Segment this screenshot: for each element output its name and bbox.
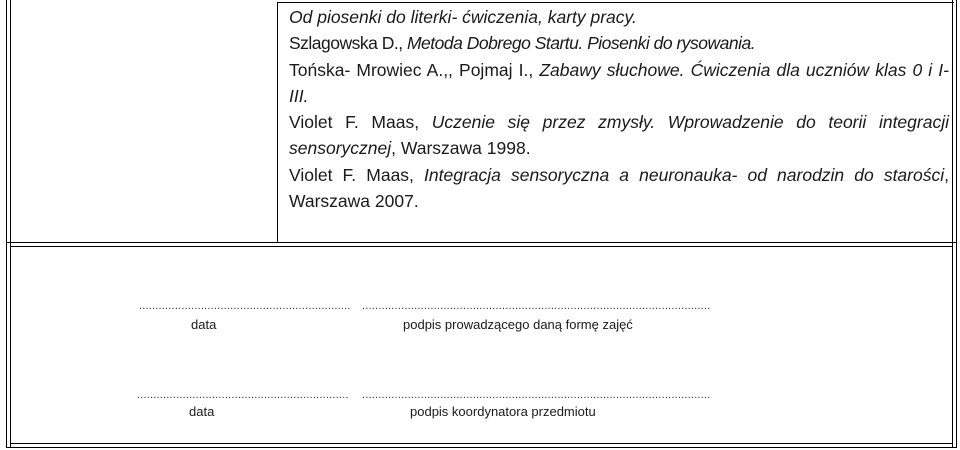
reference-title: Metoda Dobrego Startu. Piosenki do rysowania. xyxy=(406,33,756,54)
signer-label-2: podpis koordynatora przedmiotu xyxy=(410,404,596,419)
signature-line-2: ........................................................................................................... xyxy=(362,389,711,401)
row-separator-inner xyxy=(10,246,953,247)
reference-title: Od piosenki do literki- ćwiczenia, karty pracy. xyxy=(289,7,637,27)
frame-bottom-inner xyxy=(10,443,953,444)
frame-right-outer xyxy=(956,0,957,447)
signature-line-1: ........................................................................................................... xyxy=(362,300,711,312)
row-separator xyxy=(6,242,957,243)
reference-publication: , Warszawa 2007. xyxy=(289,164,949,212)
reference-item-4 xyxy=(289,109,949,162)
reference-author: Tońska- Mrowiec A.,, Pojmaj I., xyxy=(289,59,540,80)
reference-publication: , Warszawa 1998. xyxy=(391,138,531,159)
reference-item-2 xyxy=(289,30,949,56)
date-label-2: data xyxy=(189,404,215,419)
frame-left-outer xyxy=(6,0,7,447)
frame-left-inner xyxy=(10,0,11,447)
date-label-1: data xyxy=(191,317,217,332)
reference-author: Violet F. Maas, xyxy=(289,164,425,185)
reference-title: Integracja sensoryczna a neuronauka- od narodzin do starości xyxy=(424,164,945,185)
frame-bottom-outer xyxy=(6,447,957,448)
date-line-1: ................................................................. xyxy=(139,300,351,312)
date-line-2: ................................................................. xyxy=(137,389,349,401)
reference-title: Zabawy słuchowe. Ćwiczenia dla uczniów klas 0 i I- III. xyxy=(289,59,949,106)
reference-title: Uczenie się przez zmysły. Wprowadzenie do teorii integracji sensorycznej xyxy=(289,112,949,159)
reference-list xyxy=(289,4,949,214)
reference-item-3 xyxy=(289,57,949,110)
signer-label-1: podpis prowadzącego daną formę zajęć xyxy=(403,317,633,332)
reference-item-5 xyxy=(289,162,949,215)
reference-author: Szlagowska D., xyxy=(289,33,407,54)
reference-author: Violet F. Maas, xyxy=(289,112,432,133)
reference-item-1 xyxy=(289,4,949,30)
